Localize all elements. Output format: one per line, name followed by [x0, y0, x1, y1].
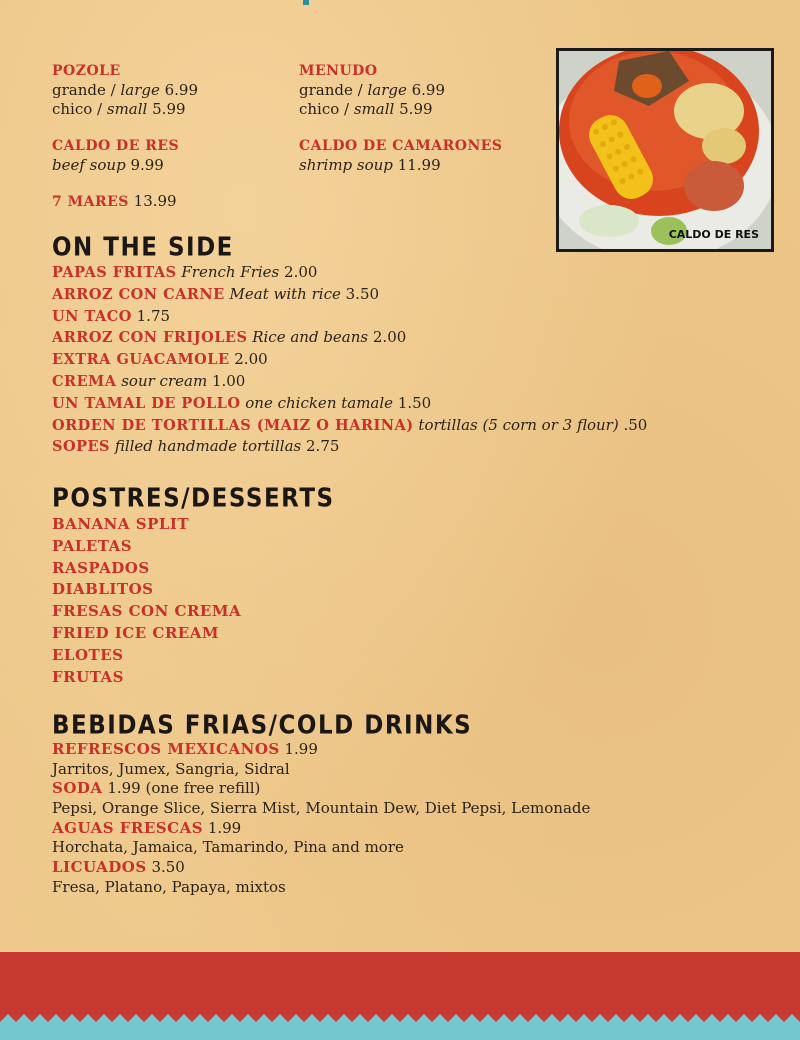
size-label-en: small [106, 100, 148, 118]
soup-bowl-image [559, 51, 771, 249]
size-label: grande / [299, 81, 368, 99]
list-item: FRESAS CON CREMA [52, 602, 242, 621]
drink-item: LICUADOS 3.50 [52, 858, 185, 877]
soup-desc: shrimp soup [299, 156, 393, 174]
desserts-list [52, 514, 241, 688]
list-item: CREMA sour cream 1.00 [52, 371, 246, 390]
price: 6.99 [406, 81, 446, 99]
price: 13.99 [128, 192, 177, 210]
section-heading-desserts: POSTRES/DESSERTS [52, 484, 335, 514]
soup-name: POZOLE [52, 63, 121, 79]
size-label-en: large [120, 81, 160, 99]
section-heading-cold-drinks: BEBIDAS FRIAS/COLD DRINKS [52, 711, 473, 741]
size-label-en: large [367, 81, 407, 99]
drink-options: Pepsi, Orange Slice, Sierra Mist, Mountain Dew, Diet Pepsi, Lemonade [52, 799, 591, 818]
drink-item: AGUAS FRESCAS 1.99 [52, 818, 242, 837]
drink-item: REFRESCOS MEXICANOS 1.99 [52, 740, 318, 758]
soup-caldo-de-camarones [299, 137, 503, 175]
list-item: DIABLITOS [52, 580, 154, 599]
soup-pozole [52, 62, 198, 119]
soup-name: CALDO DE CAMARONES [299, 138, 503, 154]
price: 9.99 [125, 156, 164, 174]
size-label: chico / [299, 100, 354, 118]
footer-zigzag-border [0, 1010, 800, 1040]
size-label: grande / [52, 81, 121, 99]
list-item: EXTRA GUACAMOLE 2.00 [52, 350, 268, 369]
list-item: PAPAS FRITAS French Fries 2.00 [52, 263, 318, 281]
caldo-de-res-photo [556, 48, 774, 252]
size-label-en: small [353, 100, 395, 118]
soup-menudo [299, 62, 445, 119]
soup-name: CALDO DE RES [52, 138, 180, 154]
photo-caption: CALDO DE RES [668, 228, 759, 241]
list-item: FRUTAS [52, 667, 125, 686]
top-ornament [303, 0, 309, 5]
list-item: PALETAS [52, 536, 133, 555]
drink-options: Horchata, Jamaica, Tamarindo, Pina and more [52, 838, 404, 857]
list-item: UN TAMAL DE POLLO one chicken tamale 1.50 [52, 393, 432, 412]
list-item: ARROZ CON CARNE Meat with rice 3.50 [52, 284, 380, 303]
list-item: ORDEN DE TORTILLAS (MAIZ O HARINA) tortillas (5 corn or 3 flour) .50 [52, 415, 648, 434]
drink-options: Jarritos, Jumex, Sangria, Sidral [52, 759, 290, 778]
cold-drinks-list [52, 740, 590, 898]
section-heading-on-the-side: ON THE SIDE [52, 233, 234, 263]
drink-item: SODA 1.99 (one free refill) [52, 779, 261, 798]
soup-desc: beef soup [52, 156, 126, 174]
list-item: UN TACO 1.75 [52, 306, 171, 325]
list-item: SOPES filled handmade tortillas 2.75 [52, 437, 340, 456]
list-item: ELOTES [52, 645, 124, 664]
list-item: FRIED ICE CREAM [52, 623, 219, 642]
list-item: RASPADOS [52, 558, 150, 577]
price: 5.99 [394, 100, 433, 118]
list-item: ARROZ CON FRIJOLES Rice and beans 2.00 [52, 328, 407, 347]
soup-name: 7 MARES [52, 194, 129, 210]
soup-7-mares [52, 192, 177, 212]
size-label: chico / [52, 100, 107, 118]
soup-name: MENUDO [299, 63, 378, 79]
list-item: BANANA SPLIT [52, 515, 190, 533]
price: 11.99 [392, 156, 441, 174]
price: 6.99 [159, 81, 199, 99]
price: 5.99 [147, 100, 186, 118]
on-the-side-list [52, 262, 647, 458]
drink-options: Fresa, Platano, Papaya, mixtos [52, 877, 286, 896]
soup-caldo-de-res [52, 137, 179, 175]
